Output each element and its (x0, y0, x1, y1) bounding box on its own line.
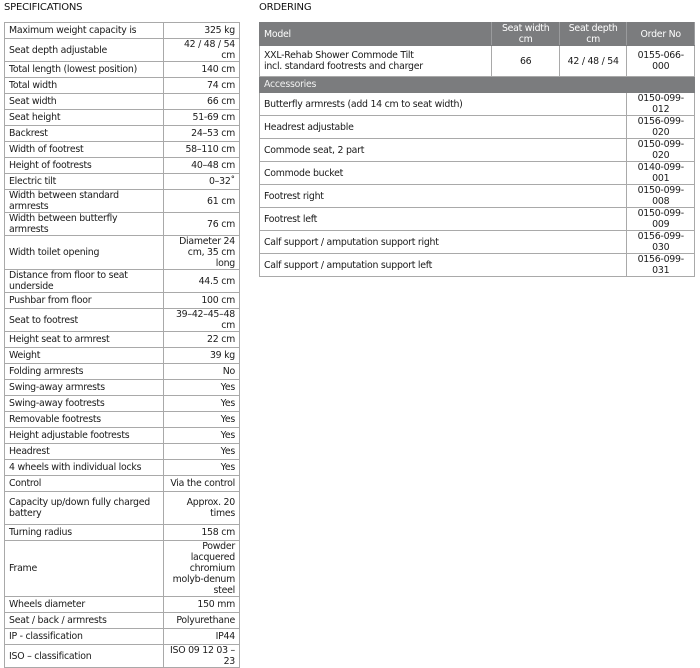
spec-label: Height of footrests (5, 158, 164, 174)
table-row (5, 629, 240, 645)
spec-label: Seat width (5, 94, 164, 110)
spec-value: 100 cm (164, 293, 240, 309)
spec-value: Diameter 24 cm, 35 cm long (164, 236, 240, 270)
spec-label: Width of footrest (5, 142, 164, 158)
table-header-row (260, 23, 695, 46)
spec-label: Seat / back / armrests (5, 613, 164, 629)
spec-label: ISO – classification (5, 645, 164, 668)
spec-label: Control (5, 476, 164, 492)
spec-value: 51-69 cm (164, 110, 240, 126)
specifications-title: SPECIFICATIONS (4, 2, 83, 13)
model-order-no: 0155-066-000 (627, 46, 695, 77)
table-row (5, 396, 240, 412)
spec-value: Yes (164, 396, 240, 412)
model-name-cell (260, 46, 492, 77)
table-row (5, 492, 240, 525)
accessory-name: Headrest adjustable (260, 116, 627, 139)
table-row (260, 231, 695, 254)
table-row (260, 116, 695, 139)
spec-value: 39 kg (164, 348, 240, 364)
model-name-line2: incl. standard footrests and charger (264, 61, 423, 72)
spec-value: 61 cm (164, 190, 240, 213)
spec-label: Seat to footrest (5, 309, 164, 332)
spec-label: Swing-away footrests (5, 396, 164, 412)
spec-value: Powder lacquered chromium molyb-denum steel (164, 541, 240, 597)
table-row (5, 39, 240, 62)
table-row (5, 190, 240, 213)
table-row (260, 254, 695, 277)
table-row (5, 309, 240, 332)
accessory-name: Footrest right (260, 185, 627, 208)
table-row (5, 645, 240, 668)
spec-value: 22 cm (164, 332, 240, 348)
table-row (5, 126, 240, 142)
specifications-table (4, 22, 240, 668)
spec-label: Total width (5, 78, 164, 94)
column-header-order-no: Order No (627, 23, 695, 46)
table-row (5, 174, 240, 190)
accessory-name: Calf support / amputation support left (260, 254, 627, 277)
spec-label: Folding armrests (5, 364, 164, 380)
spec-label: Electric tilt (5, 174, 164, 190)
accessory-order-no: 0156-099-020 (627, 116, 695, 139)
spec-value: IP44 (164, 629, 240, 645)
spec-label: Headrest (5, 444, 164, 460)
accessories-label: Accessories (260, 77, 695, 93)
accessory-name: Butterfly armrests (add 14 cm to seat width) (260, 93, 627, 116)
table-row (5, 412, 240, 428)
spec-value: 325 kg (164, 23, 240, 39)
spec-value: Yes (164, 460, 240, 476)
spec-label: Height adjustable footrests (5, 428, 164, 444)
accessory-order-no: 0140-099-001 (627, 162, 695, 185)
table-row (5, 94, 240, 110)
accessory-order-no: 0150-099-009 (627, 208, 695, 231)
table-row (5, 613, 240, 629)
spec-label: Width toilet opening (5, 236, 164, 270)
spec-value: Via the control (164, 476, 240, 492)
spec-value: 58–110 cm (164, 142, 240, 158)
model-name-line1: XXL-Rehab Shower Commode Tilt (264, 50, 414, 61)
model-seat-depth: 42 / 48 / 54 (559, 46, 627, 77)
spec-value: Yes (164, 380, 240, 396)
spec-value: 140 cm (164, 62, 240, 78)
accessory-name: Commode bucket (260, 162, 627, 185)
spec-label: Turning radius (5, 525, 164, 541)
table-row (5, 525, 240, 541)
table-row (5, 293, 240, 309)
table-row (5, 158, 240, 174)
spec-label: Distance from floor to seat underside (5, 270, 164, 293)
accessory-order-no: 0156-099-030 (627, 231, 695, 254)
spec-label: Backrest (5, 126, 164, 142)
accessory-name: Footrest left (260, 208, 627, 231)
spec-label: Pushbar from floor (5, 293, 164, 309)
table-row (5, 110, 240, 126)
table-row (5, 142, 240, 158)
spec-label: Wheels diameter (5, 597, 164, 613)
spec-value: 0–32˚ (164, 174, 240, 190)
spec-value: 44.5 cm (164, 270, 240, 293)
spec-label: Weight (5, 348, 164, 364)
column-header-seat-depth: Seat depth cm (559, 23, 627, 46)
spec-value: 42 / 48 / 54 cm (164, 39, 240, 62)
spec-value: ISO 09 12 03 – 23 (164, 645, 240, 668)
ordering-title: ORDERING (259, 2, 312, 13)
spec-label: 4 wheels with individual locks (5, 460, 164, 476)
model-row (260, 46, 695, 77)
table-row (260, 185, 695, 208)
table-row (5, 213, 240, 236)
spec-label: Swing-away armrests (5, 380, 164, 396)
spec-value: 74 cm (164, 78, 240, 94)
spec-value: 39–42–45–48 cm (164, 309, 240, 332)
spec-value: 66 cm (164, 94, 240, 110)
table-row (5, 380, 240, 396)
table-row (5, 476, 240, 492)
spec-value: 76 cm (164, 213, 240, 236)
model-seat-width: 66 (492, 46, 560, 77)
accessory-order-no: 0156-099-031 (627, 254, 695, 277)
spec-label: Width between butterfly armrests (5, 213, 164, 236)
table-row (5, 597, 240, 613)
spec-value: Polyurethane (164, 613, 240, 629)
spec-label: Frame (5, 541, 164, 597)
table-row (5, 270, 240, 293)
column-header-seat-width: Seat width cm (492, 23, 560, 46)
table-row (5, 444, 240, 460)
table-row (5, 348, 240, 364)
table-row (5, 332, 240, 348)
table-row (5, 62, 240, 78)
table-row (5, 78, 240, 94)
spec-label: IP - classification (5, 629, 164, 645)
spec-label: Seat depth adjustable (5, 39, 164, 62)
accessory-order-no: 0150-099-008 (627, 185, 695, 208)
column-header-model: Model (260, 23, 492, 46)
spec-label: Width between standard armrests (5, 190, 164, 213)
accessory-order-no: 0150-099-012 (627, 93, 695, 116)
accessories-group-row (260, 77, 695, 93)
table-row (5, 364, 240, 380)
table-row (260, 93, 695, 116)
spec-value: Yes (164, 444, 240, 460)
table-row (260, 162, 695, 185)
ordering-table (259, 22, 695, 277)
table-row (5, 236, 240, 270)
table-row (5, 460, 240, 476)
spec-label: Removable footrests (5, 412, 164, 428)
spec-label: Height seat to armrest (5, 332, 164, 348)
spec-value: 150 mm (164, 597, 240, 613)
table-row (5, 428, 240, 444)
table-row (5, 23, 240, 39)
accessory-order-no: 0150-099-020 (627, 139, 695, 162)
spec-value: 24–53 cm (164, 126, 240, 142)
spec-value: No (164, 364, 240, 380)
table-row (5, 541, 240, 597)
spec-value: Yes (164, 428, 240, 444)
spec-value: 40–48 cm (164, 158, 240, 174)
spec-value: 158 cm (164, 525, 240, 541)
table-row (260, 139, 695, 162)
spec-value: Yes (164, 412, 240, 428)
spec-label: Maximum weight capacity is (5, 23, 164, 39)
spec-label: Seat height (5, 110, 164, 126)
spec-value: Approx. 20 times (164, 492, 240, 525)
spec-label: Total length (lowest position) (5, 62, 164, 78)
accessory-name: Commode seat, 2 part (260, 139, 627, 162)
spec-label: Capacity up/down fully charged battery (5, 492, 164, 525)
accessory-name: Calf support / amputation support right (260, 231, 627, 254)
table-row (260, 208, 695, 231)
